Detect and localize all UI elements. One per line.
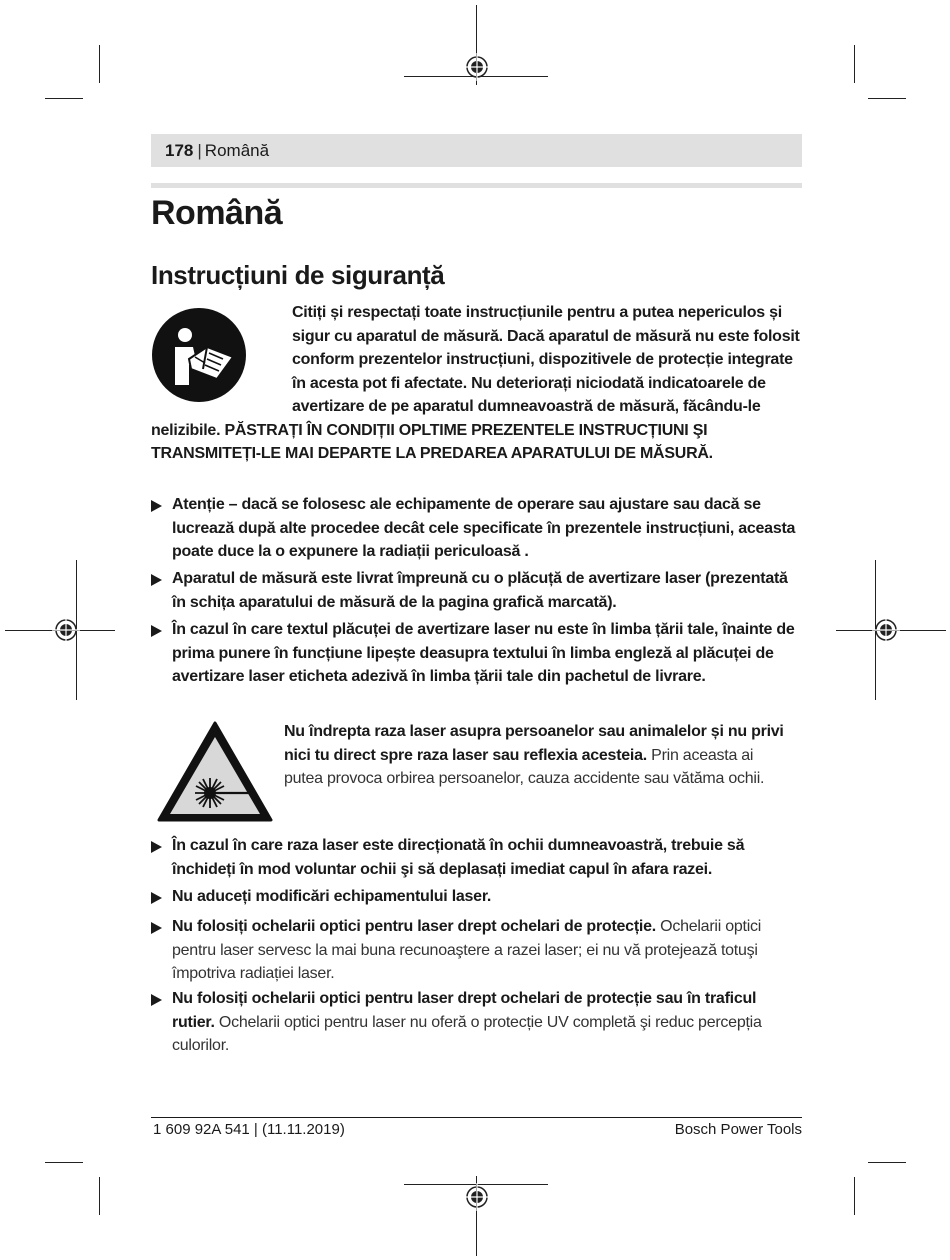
read-manual-icon: [151, 307, 247, 403]
footer-rule: [151, 1117, 802, 1118]
crop-mark: [854, 1177, 855, 1215]
bullet-normal-text: Ochelarii optici pentru laser nu oferă o protecție UV completă şi reduc percepția culorilor.: [172, 1013, 762, 1054]
bullet-marker-icon: [151, 922, 162, 934]
bullet-bold-text: Nu folosiți ochelarii optici pentru laser drept ochelari de protecție sau în traficul rutier.: [172, 990, 757, 1031]
crop-mark: [99, 1177, 100, 1215]
bullet-item: [151, 915, 802, 986]
registration-mark-icon: [463, 1183, 491, 1211]
footer-brand: Bosch Power Tools: [674, 1121, 802, 1138]
laser-warning-sign: [156, 720, 274, 829]
crop-mark: [854, 45, 855, 83]
crop-mark: [45, 1162, 83, 1163]
crop-mark: [99, 45, 100, 83]
bullet-bold-text: Atenție – dacă se folosesc ale echipamente de operare sau ajustare sau dacă se lucrează după alte procedee decât cele specificate în prezentele instrucțiuni, aceasta poate duce la o expunere la radiații periculoasă .: [172, 496, 796, 560]
bullet-marker-icon: [151, 841, 162, 853]
crop-mark: [45, 98, 83, 99]
page-title: Română: [151, 194, 283, 232]
laser-warning-text: [284, 720, 794, 791]
bullet-item: [151, 618, 802, 689]
bullet-bold-text: Nu aduceți modificări echipamentului laser.: [172, 888, 492, 905]
registration-mark-icon: [52, 616, 80, 644]
bullet-marker-icon: [151, 625, 162, 637]
bullet-bold-text: În cazul în care textul plăcuței de avertizare laser nu este în limba țării tale, înainte de prima punere în funcțiune lipește deasupra textului în limba engleză al plăcuței de avertizare laser eticheta adezivă în limba țării tale din pachetul de livrare.: [172, 621, 795, 685]
header-section: Română: [204, 141, 270, 160]
bullet-item: [151, 885, 802, 909]
bullet-item: [151, 567, 802, 614]
intro-paragraph: [151, 301, 802, 466]
header-text: [165, 141, 269, 161]
bullet-item: [151, 493, 802, 564]
bullet-marker-icon: [151, 892, 162, 904]
bullet-bold-text: În cazul în care raza laser este direcționată în ochii dumneavoastră, trebuie să închideți în mod voluntar ochii şi să deplasați imediat capul în afara razei.: [172, 837, 745, 878]
bullet-marker-icon: [151, 574, 162, 586]
crop-mark: [868, 1162, 906, 1163]
bullet-item: [151, 834, 802, 881]
bullet-item: [151, 987, 802, 1058]
bullet-bold-text: Nu folosiți ochelarii optici pentru laser drept ochelari de protecție.: [172, 918, 656, 935]
page-number: 178: [165, 141, 194, 160]
laser-warning-normal: Prin aceasta ai putea provoca orbirea persoanelor, cauza accidente sau vătăma ochii.: [284, 746, 765, 787]
footer-document-id: 1 609 92A 541 | (11.11.2019): [153, 1121, 345, 1138]
laser-warning-bold: Nu îndrepta raza laser asupra persoanelor sau animalelor și nu privi nici tu direct spre raza laser sau reflexia acesteia.: [284, 723, 784, 764]
bullet-marker-icon: [151, 500, 162, 512]
bullet-bold-text: Aparatul de măsură este livrat împreună cu o plăcuță de avertizare laser (prezentată în schița aparatului de măsură de la pagina grafică marcată).: [172, 570, 788, 611]
intro-text: Citiți și respectați toate instrucțiunile pentru a putea nepericulos și sigur cu aparatul de măsură. Dacă aparatul de măsură nu este folosit conform prezentelor instrucțiuni, dispozitivele de protecție integrate în acesta pot fi afectate. Nu deteriorați niciodată indicatoarele de avertizare de pe aparatul dumneavoastră de măsură, făcându-le nelizibile. PĂSTRAȚI ÎN CONDIȚII OPLTIME PREZENTELE INSTRUCȚIUNI ŞI TRANSMITEȚI-LE MAI DEPARTE LA PREDAREA APARATULUI DE MĂSURĂ.: [151, 304, 800, 462]
laser-warning-icon: [156, 720, 274, 824]
registration-mark-icon: [463, 53, 491, 81]
registration-mark-icon: [872, 616, 900, 644]
bullet-marker-icon: [151, 994, 162, 1006]
section-title: Instrucțiuni de siguranță: [151, 260, 445, 290]
page-header: [151, 134, 802, 167]
crop-mark: [868, 98, 906, 99]
header-separator: |: [197, 141, 202, 160]
header-rule: [151, 183, 802, 188]
bullet-normal-text: Ochelarii optici pentru laser servesc la mai buna recunoaştere a razei laser; ei nu vă protejează totuşi împotriva radiației laser.: [172, 918, 762, 982]
